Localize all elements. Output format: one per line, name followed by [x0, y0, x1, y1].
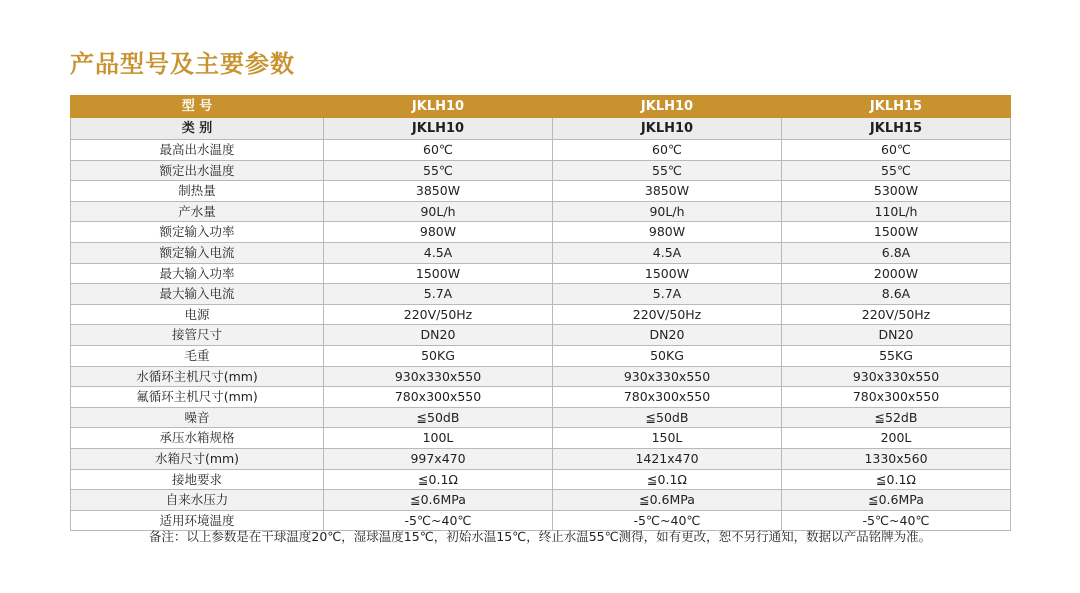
row-label: 最高出水温度 [71, 140, 324, 161]
row-value: ≦0.1Ω [324, 469, 553, 490]
row-value: 90L/h [553, 201, 782, 222]
row-value: 780x300x550 [553, 387, 782, 408]
page-title-block [70, 44, 295, 79]
row-value: 55℃ [553, 160, 782, 181]
row-label: 承压水箱规格 [71, 428, 324, 449]
table-row [71, 284, 1011, 305]
row-value: 997x470 [324, 448, 553, 469]
row-value: ≦0.6MPa [324, 490, 553, 511]
row-value: 930x330x550 [782, 366, 1011, 387]
header-type-3: JKLH15 [782, 118, 1011, 140]
row-value: DN20 [553, 325, 782, 346]
row-value: ≦0.1Ω [782, 469, 1011, 490]
row-label: 噪音 [71, 407, 324, 428]
row-value: 60℃ [553, 140, 782, 161]
row-label: 最大输入功率 [71, 263, 324, 284]
row-value: 220V/50Hz [553, 304, 782, 325]
row-value: ≦50dB [324, 407, 553, 428]
table-header-model-row [71, 96, 1011, 118]
table-row [71, 366, 1011, 387]
row-value: 5.7A [324, 284, 553, 305]
row-label: 接地要求 [71, 469, 324, 490]
row-value: 110L/h [782, 201, 1011, 222]
row-value: ≦0.1Ω [553, 469, 782, 490]
row-value: 930x330x550 [324, 366, 553, 387]
row-value: 780x300x550 [324, 387, 553, 408]
row-value: 6.8A [782, 242, 1011, 263]
table-row [71, 490, 1011, 511]
table-row [71, 263, 1011, 284]
table-row [71, 201, 1011, 222]
row-label: 额定出水温度 [71, 160, 324, 181]
table-row [71, 387, 1011, 408]
row-value: 220V/50Hz [782, 304, 1011, 325]
header-model-2: JKLH10 [553, 96, 782, 118]
row-value: 5.7A [553, 284, 782, 305]
table-row [71, 428, 1011, 449]
footnote: 备注：以上参数是在干球温度20℃，湿球温度15℃，初始水温15℃，终止水温55℃测得，如有更改，恕不另行通知，数据以产品铭牌为准。 [148, 529, 932, 544]
row-value: 100L [324, 428, 553, 449]
table-row [71, 304, 1011, 325]
row-value: -5℃~40℃ [782, 510, 1011, 531]
row-value: 930x330x550 [553, 366, 782, 387]
row-value: 980W [324, 222, 553, 243]
header-type-1: JKLH10 [324, 118, 553, 140]
row-value: 55℃ [324, 160, 553, 181]
row-value: 1500W [324, 263, 553, 284]
row-value: DN20 [782, 325, 1011, 346]
row-value: DN20 [324, 325, 553, 346]
row-value: 50KG [324, 345, 553, 366]
table-row [71, 325, 1011, 346]
row-value: 60℃ [324, 140, 553, 161]
row-value: 90L/h [324, 201, 553, 222]
row-value: ≦50dB [553, 407, 782, 428]
row-value: 150L [553, 428, 782, 449]
row-value: 220V/50Hz [324, 304, 553, 325]
row-label: 产水量 [71, 201, 324, 222]
row-value: 50KG [553, 345, 782, 366]
row-value: 3850W [324, 181, 553, 202]
header-type-label: 类 别 [71, 118, 324, 140]
header-model-1: JKLH10 [324, 96, 553, 118]
row-value: 55℃ [782, 160, 1011, 181]
page-title: 产品型号及主要参数 [70, 50, 295, 78]
row-label: 额定输入电流 [71, 242, 324, 263]
table-row [71, 140, 1011, 161]
row-value: 200L [782, 428, 1011, 449]
table-row [71, 160, 1011, 181]
row-value: 55KG [782, 345, 1011, 366]
row-label: 氟循环主机尺寸(mm) [71, 387, 324, 408]
row-label: 水箱尺寸(mm) [71, 448, 324, 469]
table-row [71, 469, 1011, 490]
row-value: ≦0.6MPa [553, 490, 782, 511]
row-label: 制热量 [71, 181, 324, 202]
row-value: 60℃ [782, 140, 1011, 161]
row-label: 电源 [71, 304, 324, 325]
row-label: 毛重 [71, 345, 324, 366]
header-model-label: 型 号 [71, 96, 324, 118]
row-value: 1421x470 [553, 448, 782, 469]
row-label: 最大输入电流 [71, 284, 324, 305]
row-value: 4.5A [553, 242, 782, 263]
row-value: 2000W [782, 263, 1011, 284]
specification-table [70, 95, 1011, 531]
table-row [71, 407, 1011, 428]
table-header-type-row [71, 118, 1011, 140]
row-value: 3850W [553, 181, 782, 202]
row-value: 8.6A [782, 284, 1011, 305]
row-label: 水循环主机尺寸(mm) [71, 366, 324, 387]
row-value: -5℃~40℃ [553, 510, 782, 531]
row-value: 4.5A [324, 242, 553, 263]
row-label: 额定输入功率 [71, 222, 324, 243]
row-label: 接管尺寸 [71, 325, 324, 346]
row-value: 980W [553, 222, 782, 243]
table-row [71, 222, 1011, 243]
row-label: 适用环境温度 [71, 510, 324, 531]
row-value: 5300W [782, 181, 1011, 202]
row-value: ≦52dB [782, 407, 1011, 428]
header-type-2: JKLH10 [553, 118, 782, 140]
row-value: 1500W [782, 222, 1011, 243]
row-value: -5℃~40℃ [324, 510, 553, 531]
row-label: 自来水压力 [71, 490, 324, 511]
row-value: 780x300x550 [782, 387, 1011, 408]
row-value: 1500W [553, 263, 782, 284]
row-value: 1330x560 [782, 448, 1011, 469]
table-row [71, 242, 1011, 263]
header-model-3: JKLH15 [782, 96, 1011, 118]
table-row [71, 448, 1011, 469]
table-row [71, 181, 1011, 202]
table-row [71, 345, 1011, 366]
row-value: ≦0.6MPa [782, 490, 1011, 511]
